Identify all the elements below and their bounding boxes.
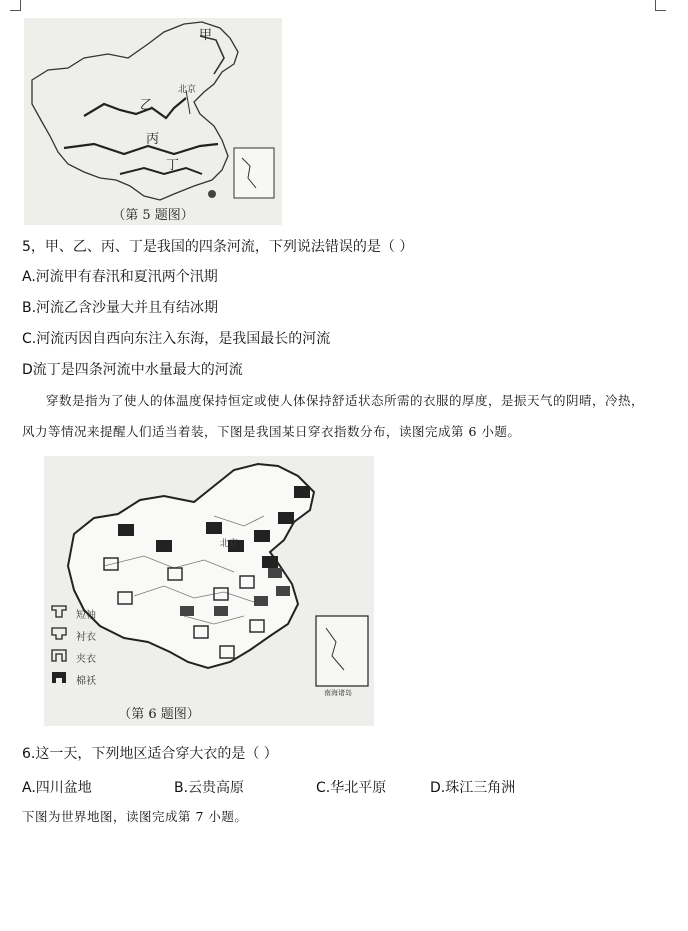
crop-mark-top-right	[655, 0, 666, 11]
label-yi: 乙	[140, 98, 154, 113]
label-jia: 甲	[199, 28, 213, 43]
legend-label-jacket: 夹衣	[76, 654, 96, 665]
label-beijing: 北京	[178, 85, 197, 95]
question-6-option-b: B.云贵高原	[174, 780, 245, 796]
label-bing: 丙	[146, 132, 160, 147]
figure-5-china-rivers-map	[24, 18, 282, 225]
short-sleeve-icon	[50, 604, 68, 618]
question-6-option-d: D.珠江三角洲	[430, 780, 516, 796]
legend-item-shirt	[50, 626, 130, 648]
question-6-option-a: A.四川盆地	[22, 780, 92, 796]
legend-label-padded-coat: 棉袄	[76, 676, 96, 687]
figure-6-caption: （第 6 题图）	[118, 707, 200, 722]
question-5-option-c: C.河流丙因自西向东注入东海，是我国最长的河流	[22, 331, 331, 347]
label-ding: 丁	[166, 158, 180, 173]
legend	[50, 604, 130, 692]
intro-7: 下图为世界地图，读图完成第 7 小题。	[22, 809, 248, 824]
question-6-stem: 6.这一天，下列地区适合穿大衣的是（ ）	[22, 746, 278, 762]
legend-item-short-sleeve	[50, 604, 130, 626]
intro-6-line-2: 风力等情况来提醒人们适当着装，下图是我国某日穿衣指数分布，读图完成第 6 小题。	[22, 424, 521, 439]
china-outline-map	[24, 18, 282, 225]
question-5-stem: 5，甲、乙、丙、丁是我国的四条河流，下列说法错误的是（ ）	[22, 239, 414, 255]
question-5-option-a: A.河流甲有春汛和夏汛两个汛期	[22, 269, 218, 285]
question-6-option-c: C.华北平原	[316, 780, 387, 796]
legend-item-padded-coat	[50, 670, 130, 692]
jacket-icon	[50, 648, 68, 662]
figure-6-clothing-index-map	[44, 456, 374, 726]
question-5-option-d: D流丁是四条河流中水量最大的河流	[22, 362, 243, 378]
figure-5-caption: （第 5 题图）	[112, 208, 194, 223]
question-5-option-b: B.河流乙含沙量大并且有结冰期	[22, 300, 219, 316]
legend-label-short-sleeve: 短袖	[76, 610, 96, 621]
shirt-icon	[50, 626, 68, 640]
crop-mark-top-left	[10, 0, 21, 11]
intro-6-line-1: 穿数是指为了使人的体温度保持恒定或使人体保持舒适状态所需的衣服的厚度，是振天气的阴晴，冷热，	[46, 393, 645, 408]
inset-label: 南海诸岛	[324, 689, 352, 697]
padded-coat-icon	[50, 670, 68, 684]
legend-item-jacket	[50, 648, 130, 670]
label-beijing-6: 北京	[220, 539, 239, 549]
legend-label-shirt: 衬衣	[76, 632, 96, 643]
